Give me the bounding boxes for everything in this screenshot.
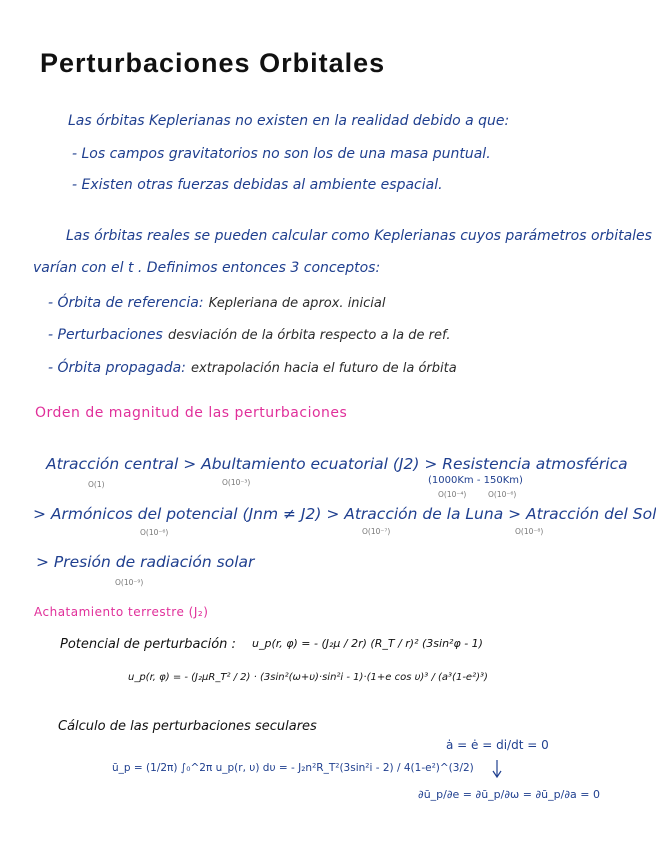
concept-term: - Perturbaciones [48,327,163,343]
potential-label: Potencial de perturbación : [60,637,236,652]
order-row-1: Atracción central > Abultamiento ecuatorial (J2) > Resistencia atmosférica [46,455,628,473]
equation-potential: u_p(r, φ) = - (J₂μ / 2r) (R_T / r)² (3sin²φ - 1) [252,637,483,650]
page-title: Perturbaciones Orbitales [40,48,386,78]
order-note-sun: O(10⁻⁸) [515,527,544,536]
order-note-j2: O(10⁻³) [222,478,251,487]
order-note-moon: O(10⁻⁷) [362,527,391,536]
order-note-harmonics: O(10⁻⁶) [140,528,169,537]
equation-potential-orbital: u_p(r, φ) = - (J₂μR_T² / 2) · (3sin²(ω+υ)·sin²i - 1)·(1+e cos υ)³ / (a³(1-e²)³) [128,672,488,683]
equation-secular-potential: ū_p = (1/2π) ∫₀^2π u_p(r, υ) dυ = - J₂n²R_T²(3sin²i - 2) / 4(1-e²)^(3/2) [112,762,474,774]
concept-term: - Órbita propagada: [48,360,186,376]
real-orbits-line-2: varían con el t . Definimos entonces 3 conceptos: [33,260,381,276]
order-note-altitude: (1000Km - 150Km) [428,475,523,486]
order-note-radiation: O(10⁻⁹) [115,578,144,587]
order-row-2: > Armónicos del potencial (Jnm ≠ J2) > Atracción de la Luna > Atracción del Sol [33,505,656,523]
order-note-drag-a: O(10⁻⁴) [438,490,467,499]
intro-bullet-2: - Existen otras fuerzas debidas al ambiente espacial. [72,177,443,193]
concept-desc: desviación de la órbita respecto a la de ref. [167,328,451,343]
real-orbits-line-1: Las órbitas reales se pueden calcular como Keplerianas cuyos parámetros orbitales [66,228,652,244]
order-row-3: > Presión de radiación solar [36,553,255,571]
concept-term: - Órbita de referencia: [48,295,204,311]
equation-partials-zero: ∂ū_p/∂e = ∂ū_p/∂ω = ∂ū_p/∂a = 0 [418,788,600,801]
achat-heading: Achatamiento terrestre (J₂) [34,605,209,619]
intro-line: Las órbitas Keplerianas no existen en la realidad debido a que: [68,113,510,129]
order-note-central: O(1) [88,480,105,489]
concept-desc: Kepleriana de aprox. inicial [208,296,386,311]
concept-desc: extrapolación hacia el futuro de la órbita [191,361,457,376]
order-heading: Orden de magnitud de las perturbaciones [35,405,348,421]
intro-bullet-1: - Los campos gravitatorios no son los de una masa puntual. [72,146,491,162]
equation-rates-zero: ȧ = ė = di/dt = 0 [446,738,549,752]
secular-label: Cálculo de las perturbaciones seculares [58,719,317,734]
order-note-drag-b: O(10⁻⁶) [488,490,517,499]
